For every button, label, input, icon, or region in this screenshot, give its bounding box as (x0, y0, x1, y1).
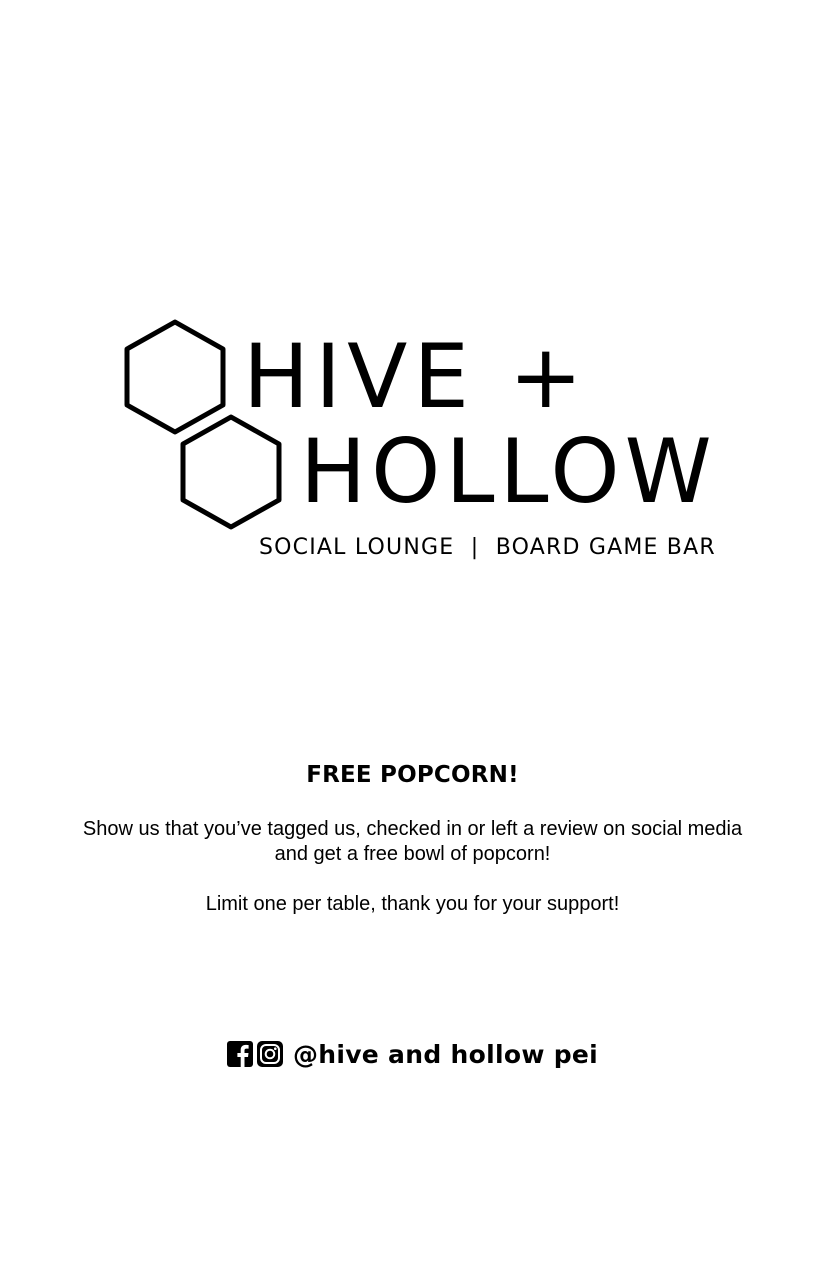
social-handle: @hive and hollow pei (292, 1039, 599, 1069)
brand-name-line2: HOLLOW (300, 420, 717, 523)
brand-tagline: SOCIAL LOUNGE | BOARD GAME BAR (259, 535, 716, 560)
brand-logo (0, 0, 825, 600)
facebook-icon (227, 1041, 253, 1067)
promo-title: FREE POPCORN! (306, 762, 519, 788)
hexagon-icon (178, 413, 284, 531)
instagram-icon (257, 1041, 283, 1067)
social-bar (0, 1041, 825, 1067)
promo-description-line2: and get a free bowl of popcorn! (274, 843, 551, 865)
brand-name-line1: HIVE + (243, 325, 589, 428)
promo-description-line1: Show us that you’ve tagged us, checked in or left a review on social media (82, 818, 743, 840)
promo-limit-text: Limit one per table, thank you for your support! (205, 893, 620, 915)
